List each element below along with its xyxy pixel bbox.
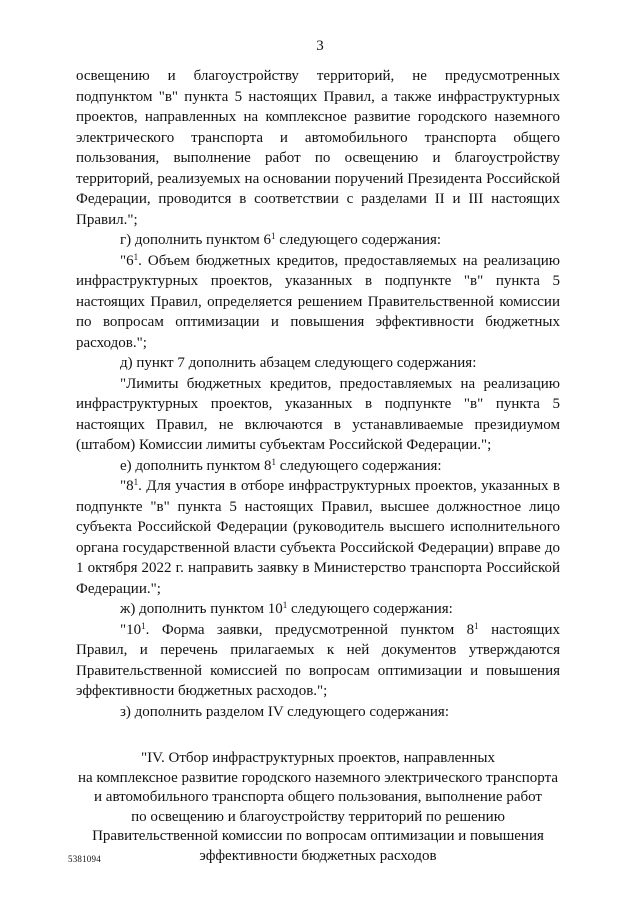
text-segment: "6	[120, 252, 134, 269]
text-segment: следующего содержания:	[276, 457, 442, 474]
section-heading-line: на комплексное развитие городского наземного электрического транспорта	[78, 769, 558, 786]
superscript: 1	[133, 251, 139, 262]
text-segment: . Форма заявки, предусмотренной пунктом 8	[145, 621, 475, 638]
text-segment: г) дополнить пунктом 6	[120, 232, 272, 248]
paragraph-point-8-1	[76, 476, 560, 599]
text-segment: . Для участия в отборе инфраструктурных проектов, указанных в подпункте "в" пункта 5 настоящих Правил, высшее должностное лицо субъекта Российской Федерации (руководитель высшего исполнительного органа государственной власти субъекта Российской Федерации) вправе до 1 октября 2022 г. направить заявку в Министерство транспорта Российской Федерации.";	[76, 478, 560, 597]
paragraph-continuation: освещению и благоустройству территорий, не предусмотренных подпунктом "в" пункта 5 настоящих Правил, а также инфраструктурных проектов, направленных на комплексное развитие городского наземного электрического транспорта и автомобильного транспорта общего пользования, выполнение работ по освещению и благоустройству территорий, реализуемых на основании поручений Президента Российской Федерации, проводится в соответствии с разделами II и III настоящих Правил.";	[76, 68, 560, 228]
text-segment: е) дополнить пунктом 8	[120, 457, 272, 474]
document-body	[76, 66, 560, 866]
paragraph-item-d: д) пункт 7 дополнить абзацем следующего содержания:	[120, 355, 477, 371]
paragraph-item-z: з) дополнить разделом IV следующего содержания:	[120, 703, 450, 720]
section-heading-line: и автомобильного транспорта общего пользования, выполнение работ	[94, 789, 542, 805]
paragraph-point-10-1	[76, 620, 560, 702]
page-number: 3	[316, 38, 324, 54]
superscript: 1	[271, 231, 276, 241]
paragraph-item-g	[76, 230, 560, 251]
paragraph-limits: "Лимиты бюджетных кредитов, предоставляемых на реализацию инфраструктурных проектов, указанных в подпункте "в" пункта 5 настоящих Правил, не включаются в устанавливаемые президиумом (штабом) Комиссии лимиты субъектам Российской Федерации.";	[76, 375, 560, 453]
text-segment: . Объем бюджетных кредитов, предоставляемых на реализацию инфраструктурных проектов, указанных в подпункте "в" пункта 5 настоящих Правил, определяется решением Правительственной комиссии по вопросам оптимизации и повышения эффективности бюджетных расходов.";	[76, 252, 560, 351]
section-heading-line: по освещению и благоустройству территорий по решению	[131, 808, 505, 825]
superscript: 1	[282, 600, 288, 610]
superscript: 1	[133, 477, 139, 487]
superscript: 1	[141, 620, 146, 631]
text-segment: "8	[120, 478, 134, 494]
text-segment: настоящих Правил, и перечень прилагаемых к ней документов утверждаются Правительственной комиссией по вопросам оптимизации и повышения эффективности бюджетных расходов.";	[76, 621, 560, 699]
section-heading	[76, 749, 560, 866]
section-heading-line: "IV. Отбор инфраструктурных проектов, направленных	[141, 750, 495, 766]
superscript: 1	[271, 456, 277, 467]
section-heading-line: эффективности бюджетных расходов	[199, 847, 437, 864]
paragraph-item-zh	[76, 599, 560, 620]
section-heading-line: Правительственной комиссии по вопросам оптимизации и повышения	[92, 828, 544, 844]
paragraph-point-6-1	[76, 251, 560, 354]
superscript: 1	[474, 620, 479, 631]
text-segment: следующего содержания:	[287, 601, 453, 617]
text-segment: ж) дополнить пунктом 10	[120, 601, 283, 617]
paragraph-item-e	[76, 456, 560, 477]
text-segment: следующего содержания:	[275, 232, 442, 248]
document-code: 5381094	[68, 854, 101, 864]
text-segment: "10	[120, 621, 142, 638]
